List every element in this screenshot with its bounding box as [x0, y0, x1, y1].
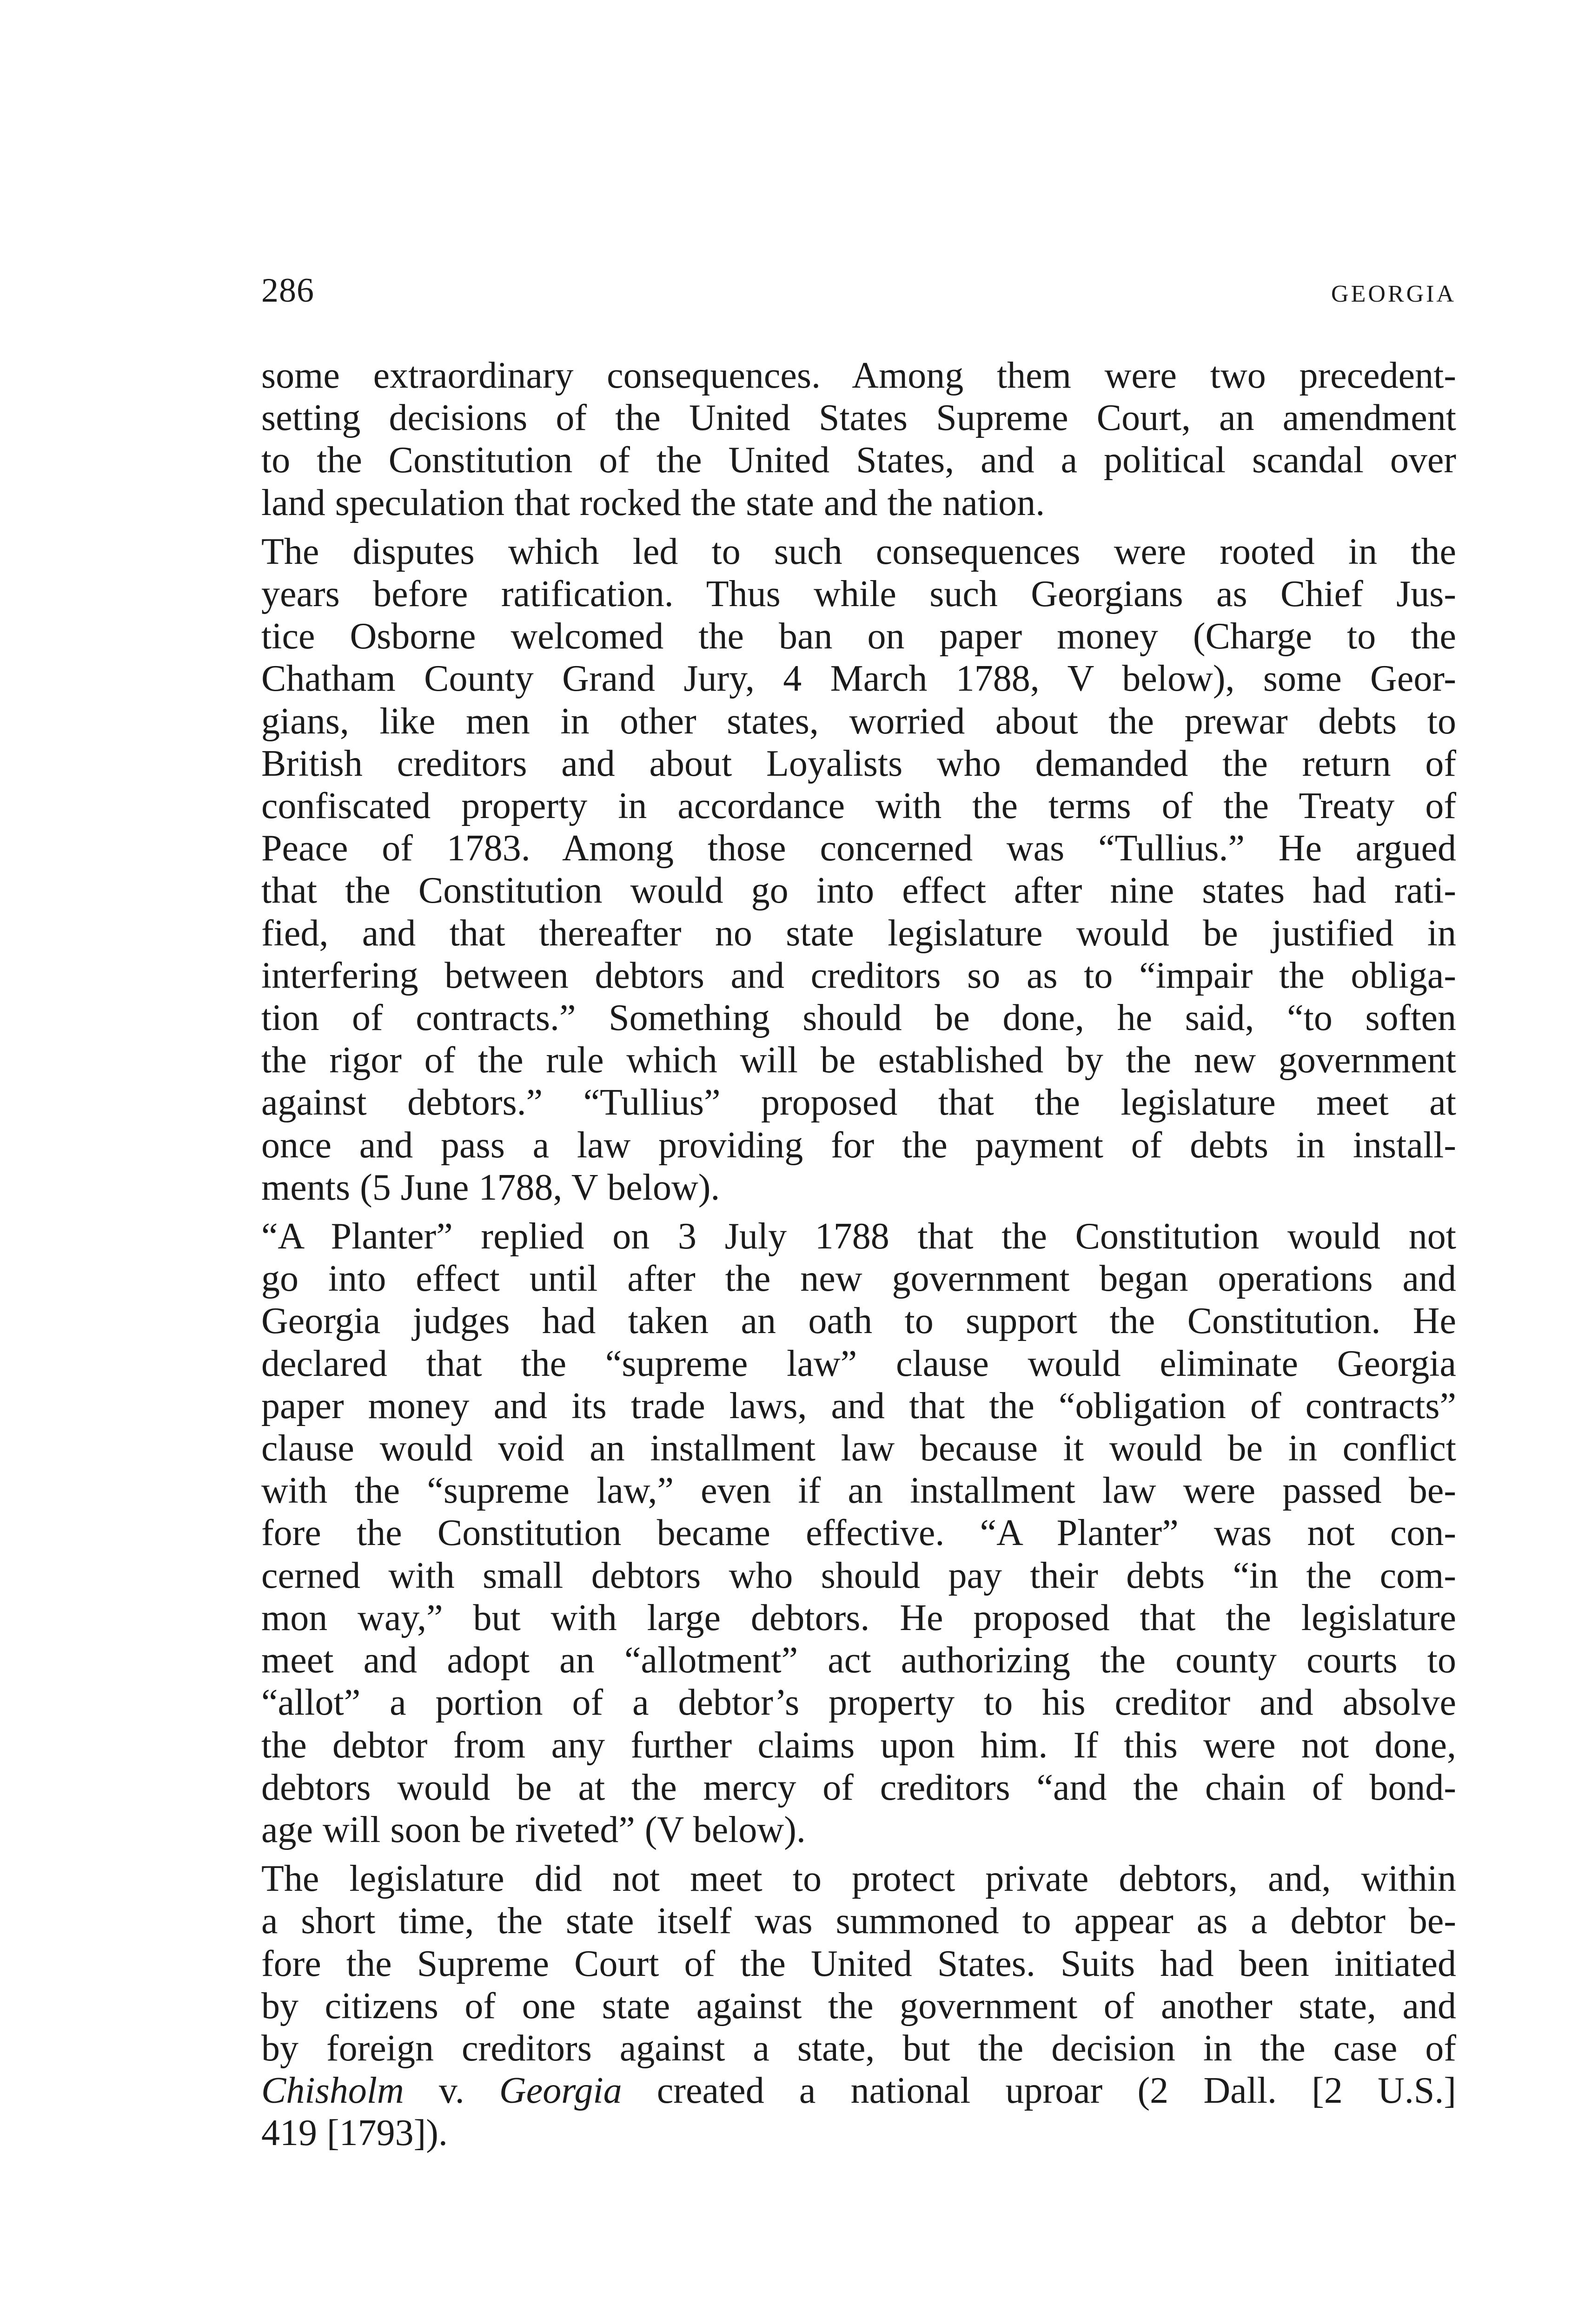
paragraph-2: [261, 531, 1456, 1209]
text-line: The legislature did not meet to protect private debtors, and, within: [261, 1858, 1456, 1900]
text-line: that the Constitution would go into effect after nine states had rati-: [261, 870, 1456, 911]
text-line: The disputes which led to such consequences were rooted in the: [261, 531, 1456, 572]
text-line: clause would void an installment law because it would be in conflict: [261, 1428, 1456, 1469]
case-name-plaintiff: Chisholm: [261, 2070, 404, 2112]
text-line: the debtor from any further claims upon him. If this were not done,: [261, 1724, 1456, 1766]
text-line: meet and adopt an “allotment” act authorizing the county courts to: [261, 1640, 1456, 1681]
text-line: age will soon be riveted” (V below).: [261, 1809, 806, 1850]
text-line: by citizens of one state against the government of another state, and: [261, 1985, 1456, 2027]
text-line: gians, like men in other states, worried about the prewar debts to: [261, 700, 1456, 742]
text-line: confiscated property in accordance with the terms of the Treaty of: [261, 786, 1456, 827]
paragraph-3: [261, 1215, 1456, 1851]
text-line: by foreign creditors against a state, but the decision in the case of: [261, 2027, 1456, 2069]
text-line: years before ratification. Thus while such Georgians as Chief Jus-: [261, 574, 1456, 615]
paragraph-4: [261, 1858, 1456, 2154]
paragraph-1: [261, 355, 1456, 524]
text-line: Peace of 1783. Among those concerned was “Tullius.” He argued: [261, 828, 1456, 869]
text-line: cerned with small debtors who should pay their debts “in the com-: [261, 1555, 1456, 1596]
text-line: paper money and its trade laws, and that the “obligation of contracts”: [261, 1385, 1456, 1426]
running-head: [261, 270, 1456, 311]
text-line: 419 [1793]).: [261, 2113, 448, 2154]
text-line: some extraordinary consequences. Among them were two precedent-: [261, 355, 1456, 396]
text-line: to the Constitution of the United States, and a political scandal over: [261, 440, 1456, 481]
text-line: setting decisions of the United States Supreme Court, an amendment: [261, 397, 1456, 439]
text-line: Chatham County Grand Jury, 4 March 1788, V below), some Geor-: [261, 658, 1456, 700]
text-line: Georgia judges had taken an oath to support the Constitution. He: [261, 1301, 1456, 1342]
text-line: British creditors and about Loyalists who demanded the return of: [261, 743, 1456, 784]
text-line: fore the Constitution became effective. “A Planter” was not con-: [261, 1512, 1456, 1554]
text-line: with the “supreme law,” even if an installment law were passed be-: [261, 1470, 1456, 1512]
text-line: declared that the “supreme law” clause would eliminate Georgia: [261, 1343, 1456, 1384]
text-line: [261, 2070, 1456, 2112]
page-number: 286: [261, 271, 314, 310]
citation-text: created a national uproar (2 Dall. [2 U.S.]: [622, 2070, 1456, 2112]
text-line: ments (5 June 1788, V below).: [261, 1167, 720, 1208]
text-line: mon way,” but with large debtors. He proposed that the legislature: [261, 1597, 1456, 1638]
case-name-defendant: Georgia: [499, 2070, 622, 2112]
text-line: fied, and that thereafter no state legislature would be justified in: [261, 912, 1456, 954]
case-versus: v.: [404, 2070, 499, 2112]
text-line: a short time, the state itself was summoned to appear as a debtor be-: [261, 1901, 1456, 1942]
text-line: fore the Supreme Court of the United States. Suits had been initiated: [261, 1943, 1456, 1984]
text-line: tion of contracts.” Something should be done, he said, “to soften: [261, 997, 1456, 1039]
text-line: debtors would be at the mercy of creditors “and the chain of bond-: [261, 1767, 1456, 1808]
text-line: go into effect until after the new government began operations and: [261, 1258, 1456, 1300]
text-line: the rigor of the rule which will be established by the new government: [261, 1040, 1456, 1081]
text-line: land speculation that rocked the state and the nation.: [261, 482, 1045, 523]
text-line: once and pass a law providing for the payment of debts in install-: [261, 1124, 1456, 1166]
text-line: “allot” a portion of a debtor’s property to his creditor and absolve: [261, 1682, 1456, 1723]
section-title: GEORGIA: [1331, 281, 1456, 307]
text-line: “A Planter” replied on 3 July 1788 that the Constitution would not: [261, 1216, 1456, 1257]
text-line: tice Osborne welcomed the ban on paper money (Charge to the: [261, 616, 1456, 657]
text-line: against debtors.” “Tullius” proposed that the legislature meet at: [261, 1082, 1456, 1123]
body-text: [261, 355, 1456, 2155]
text-line: interfering between debtors and creditors so as to “impair the obliga-: [261, 955, 1456, 996]
